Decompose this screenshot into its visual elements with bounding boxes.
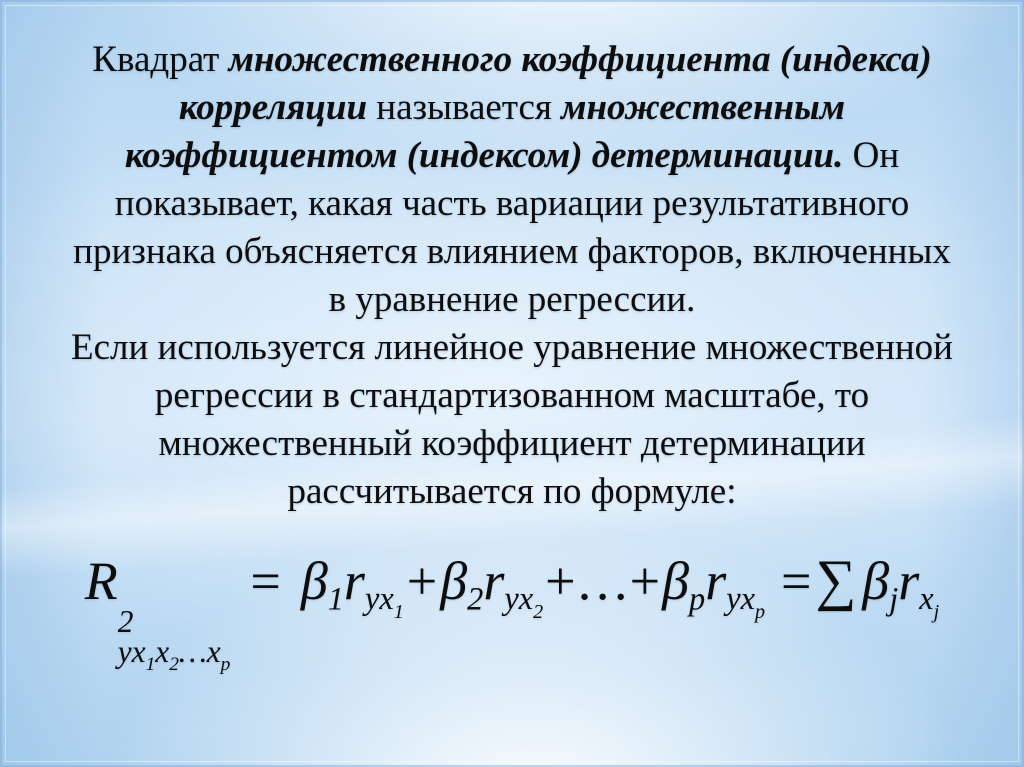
formula-sub-x: x [206, 633, 221, 669]
formula-r: r [705, 551, 727, 611]
formula-beta: β [662, 551, 689, 611]
text-line-9 [18, 420, 1006, 468]
formula-r: r [483, 551, 505, 611]
text-run: называется [367, 87, 562, 128]
text-line-2 [18, 84, 1006, 132]
formula-sub-yx: yx [117, 633, 146, 669]
determination-coefficient-formula [0, 549, 1024, 675]
text-line-5 [18, 228, 1006, 276]
text-line-6 [18, 276, 1006, 324]
text-run: рассчитывается по формуле: [287, 471, 737, 512]
text-run: Если используется линейное уравнение множественной [71, 327, 953, 368]
summation-sign: ∑ [815, 549, 857, 612]
text-run-emphasis: корреляции [178, 87, 368, 128]
text-line-10 [18, 468, 1006, 516]
formula-sub-2: 2 [169, 653, 179, 675]
formula-sub-1: 1 [145, 653, 156, 675]
formula-sub-p: p [220, 653, 231, 675]
text-run: регрессии в стандартизованном масштабе, то [154, 375, 870, 416]
formula-r-sub-yx: yx [364, 581, 394, 618]
formula-beta: β [862, 551, 890, 611]
text-run-emphasis: множественного коэффициента (индекса) [228, 39, 932, 80]
formula-r-subsub: p [754, 601, 766, 624]
formula-r-sub [364, 581, 404, 624]
text-line-1 [18, 36, 1006, 84]
text-run: признака объясняется влиянием факторов, включенных [73, 231, 951, 272]
formula-R-subscript [117, 633, 231, 675]
formula-r-sub [504, 581, 544, 624]
text-run-emphasis: коэффициентом (индексом) детерминации. [124, 135, 844, 176]
formula-R: R [84, 551, 118, 611]
text-line-8 [18, 372, 1006, 420]
formula-r-sub-yx: yx [504, 581, 534, 618]
text-run: множественный коэффициент детерминации [158, 423, 866, 464]
formula-r: r [898, 551, 920, 611]
text-run-emphasis: множественным [561, 87, 846, 128]
text-run: Он [843, 135, 900, 176]
formula-r-sub-x: x [919, 581, 934, 618]
formula-r-sub [919, 581, 940, 624]
formula-beta-sub: p [688, 581, 706, 618]
text-run: показывает, какая часть вариации результативного [114, 183, 910, 224]
formula-r-subsub: j [933, 601, 940, 624]
equals-sign: = [250, 551, 281, 611]
formula-r-subsub: 2 [533, 601, 544, 624]
plus-ellipsis-plus: +…+ [545, 551, 661, 611]
formula-sub-ellipsis: … [178, 633, 207, 669]
formula-r-subsub: 1 [393, 601, 404, 624]
text-run: в уравнение регрессии. [328, 279, 696, 320]
text-line-7 [18, 324, 1006, 372]
formula-beta-sub: 1 [327, 581, 344, 618]
text-run: Квадрат [92, 39, 229, 80]
formula-R-supsub [117, 604, 231, 675]
plus-sign: + [406, 551, 438, 611]
equals-sign: = [781, 551, 812, 611]
formula-R-squared: 2 [117, 604, 134, 640]
formula-r-sub [726, 581, 766, 624]
formula-beta-sub: j [889, 581, 899, 618]
body-text [18, 36, 1006, 516]
formula-sub-x: x [155, 633, 170, 669]
formula-beta-sub: 2 [467, 581, 484, 618]
formula-r-sub-yx: yx [726, 581, 755, 618]
formula-beta: β [300, 551, 328, 611]
formula-r: r [343, 551, 365, 611]
text-line-3 [18, 132, 1006, 180]
text-line-4 [18, 180, 1006, 228]
formula-beta: β [440, 551, 468, 611]
